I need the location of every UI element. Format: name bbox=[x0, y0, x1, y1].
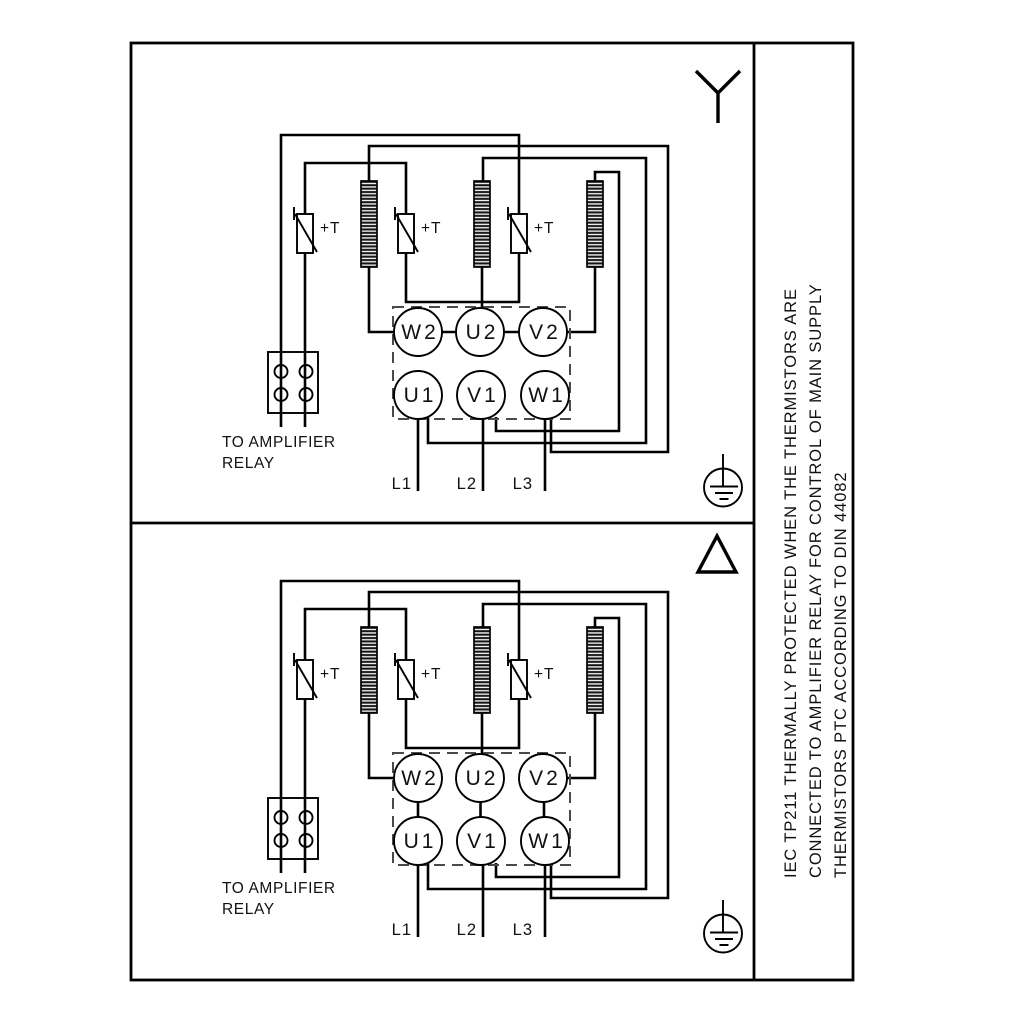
panel-delta-diagram bbox=[222, 581, 742, 953]
panel-star-diagram bbox=[222, 135, 742, 507]
delta-symbol-icon bbox=[698, 536, 736, 572]
panel-star bbox=[222, 71, 742, 507]
panel-delta bbox=[222, 536, 742, 953]
side-note bbox=[782, 283, 850, 878]
side-note-line3: THERMISTORS PTC ACCORDING TO DIN 44082 bbox=[832, 471, 850, 878]
star-symbol-icon bbox=[696, 71, 740, 123]
side-note-line2: CONNECTED TO AMPLIFIER RELAY FOR CONTROL OF MAIN SUPPLY bbox=[807, 283, 825, 878]
delta-bridge-links bbox=[418, 802, 544, 817]
side-note-line1: IEC TP211 THERMALLY PROTECTED WHEN THE THERMISTORS ARE bbox=[782, 288, 800, 878]
